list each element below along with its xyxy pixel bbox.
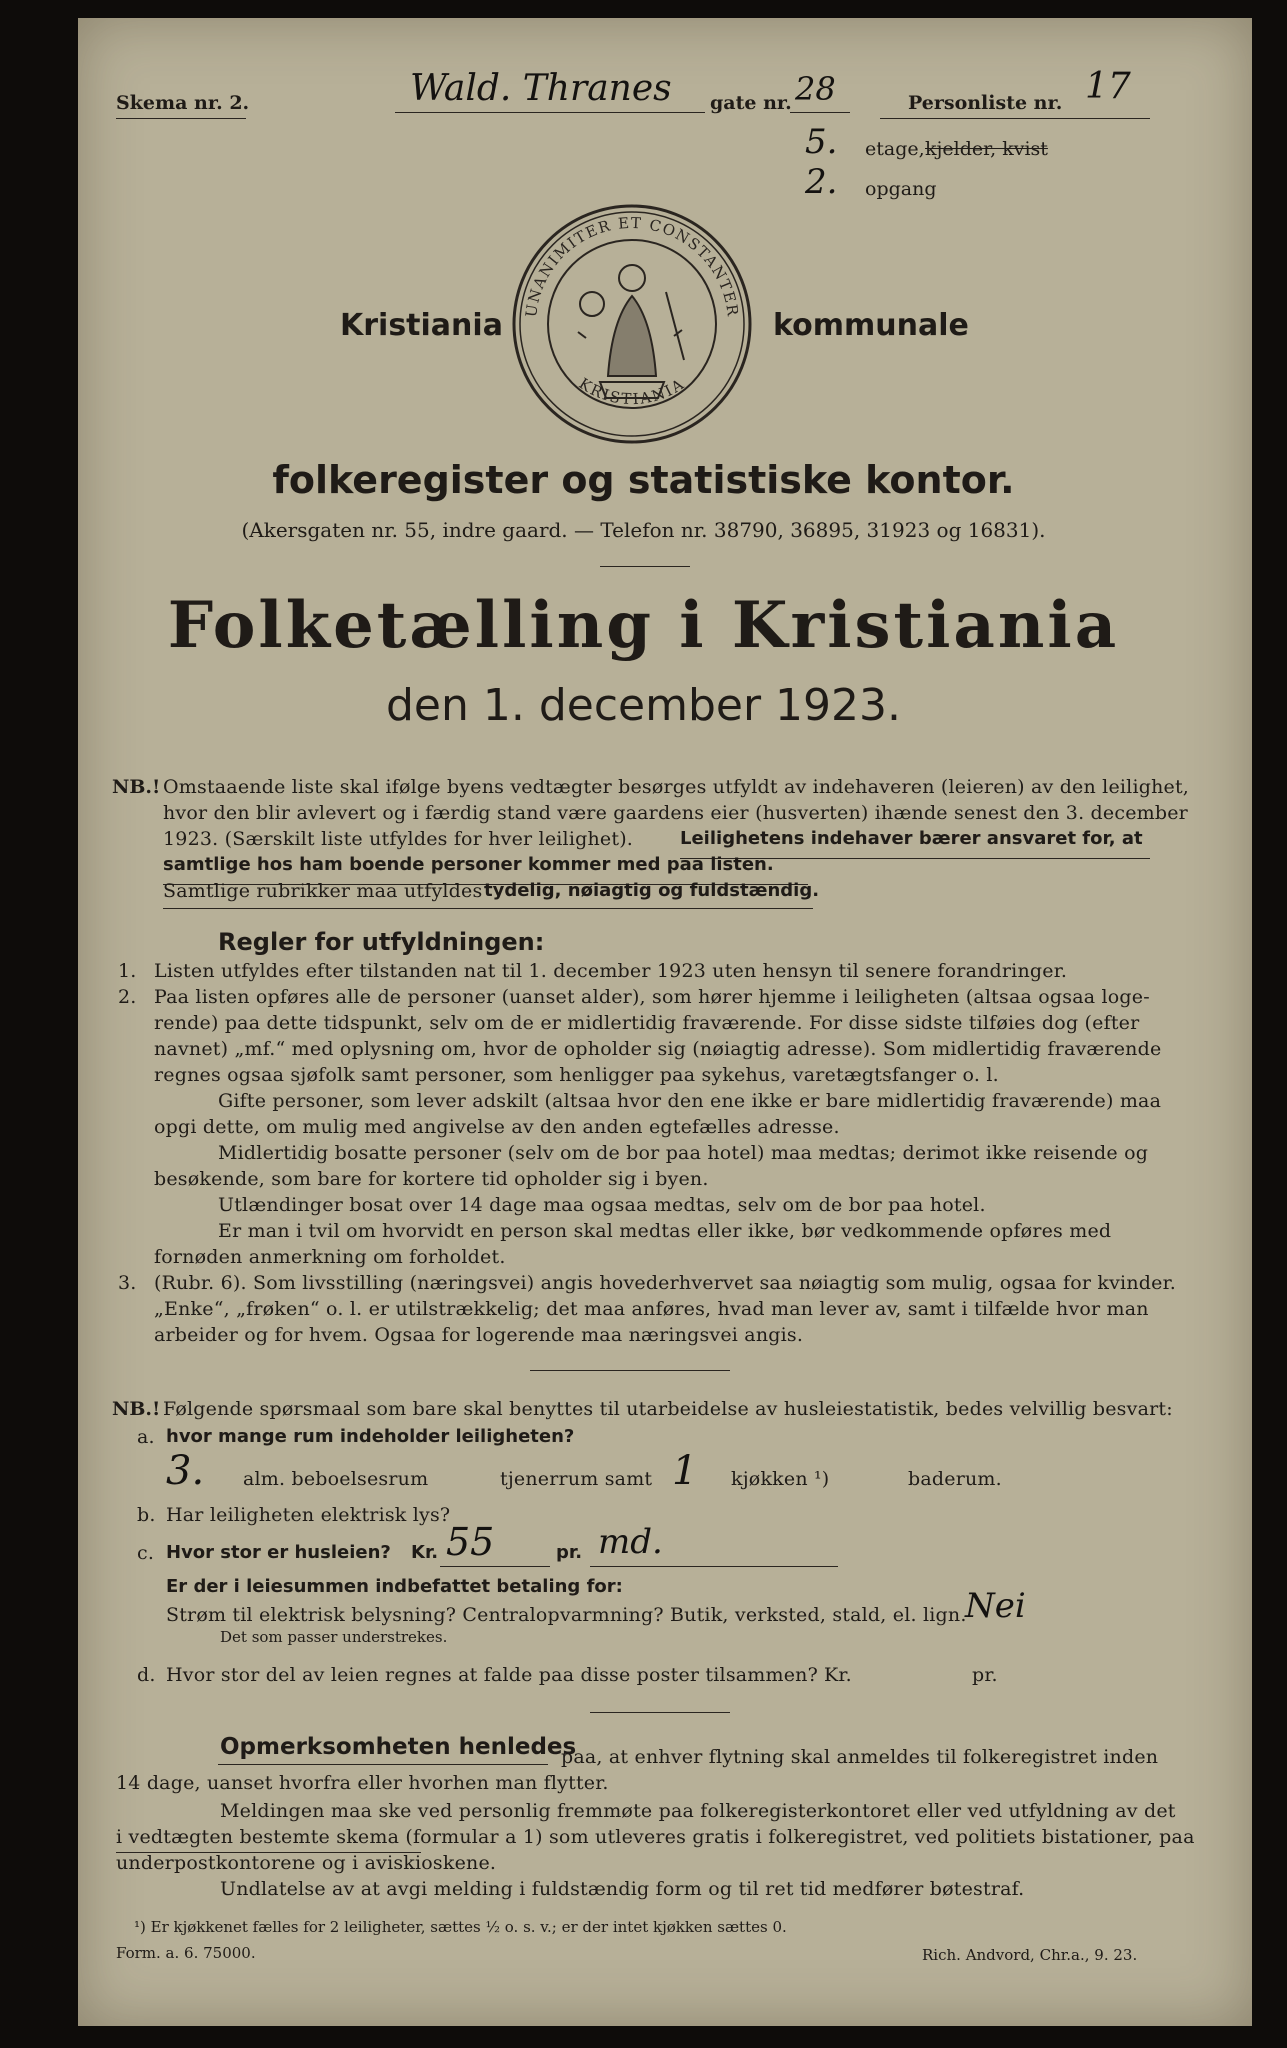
- rule-line: opgi dette, om mulig med angivelse av den anden egtefælles adresse.: [154, 1116, 840, 1138]
- etage-value: 5.: [805, 122, 838, 162]
- divider: [163, 908, 813, 909]
- nb-label: NB.!: [112, 776, 161, 798]
- nb1-line-1: Omstaaende liste skal ifølge byens vedtægter besørges utfyldt av indehaveren (leieren) av den leilighet,: [163, 776, 1190, 798]
- gate-number: 28: [795, 70, 836, 108]
- form-number: Form. a. 6. 75000.: [116, 1944, 256, 1962]
- nb1-line-2: hvor den blir avlevert og i færdig stand være gaardens eier (husverten) ihænde senest den 3. december: [163, 802, 1188, 824]
- rent-pr-label: pr.: [556, 1542, 583, 1563]
- rule-line: rende) paa dette tidspunkt, selv om de er midlertidig fraværende. For disse sidste tilføies dog (efter: [154, 1012, 1140, 1034]
- kitchen-label: kjøkken ¹): [731, 1468, 830, 1490]
- question-c-label: c.: [137, 1542, 155, 1564]
- office-address: (Akersgaten nr. 55, indre gaard. — Telefon nr. 38790, 36895, 31923 og 16831).: [241, 518, 1046, 542]
- nb2-label: NB.!: [112, 1398, 161, 1420]
- rule-number: 2.: [118, 986, 137, 1008]
- question-b-label: b.: [137, 1504, 156, 1526]
- question-b: Har leiligheten elektrisk lys?: [166, 1504, 451, 1526]
- nb1-bold-c: tydelig, nøiagtig og fuldstændig.: [484, 880, 820, 901]
- personliste-label: Personliste nr.: [908, 92, 1063, 114]
- nb2-intro: Følgende spørsmaal som bare skal benyttes til utarbeidelse av husleiestatistik, bedes velvillig besvart:: [163, 1398, 1173, 1420]
- rule-line: arbeider og for hvem. Ogsaa for logerende maa næringsvei angis.: [154, 1324, 804, 1346]
- question-a: hvor mange rum indeholder leiligheten?: [166, 1426, 575, 1447]
- opgang-label: opgang: [865, 178, 937, 200]
- rule-number: 3.: [118, 1272, 137, 1294]
- personliste-number: 17: [1085, 66, 1131, 107]
- included-answer: Nei: [965, 1586, 1026, 1626]
- rent-kr-label: Kr.: [411, 1542, 439, 1563]
- notice-line-6: Undlatelse av at avgi melding i fuldstændig form og til ret tid medfører bøtestraf.: [220, 1878, 1025, 1900]
- included-note: Det som passer understrekes.: [220, 1628, 448, 1646]
- servant-rooms-label: tjenerrum samt: [500, 1468, 653, 1490]
- rent-value: 55: [446, 1520, 495, 1564]
- divider: [600, 566, 690, 567]
- rule-line: Midlertidig bosatte personer (selv om de bor paa hotel) maa medtas; derimot ikke reisende og: [218, 1142, 1149, 1164]
- gate-underline: [790, 112, 850, 113]
- divider: [590, 1712, 730, 1713]
- share-pr-label: pr.: [972, 1664, 998, 1686]
- question-c: Hvor stor er husleien?: [166, 1542, 391, 1563]
- street-underline: [395, 112, 705, 113]
- office-right-word: kommunale: [773, 308, 969, 343]
- rule-line: Utlændinger bosat over 14 dage maa ogsaa medtas, selv om de bor paa hotel.: [218, 1194, 986, 1216]
- rule-line: Er man i tvil om hvorvidt en person skal medtas eller ikke, bør vedkommende opføres med: [218, 1220, 1112, 1242]
- kristiania-seal: [508, 200, 756, 448]
- share-kr-label: Kr.: [824, 1664, 852, 1686]
- included-options: Strøm til elektrisk belysning? Centralopvarmning? Butik, verksted, stald, el. lign.: [166, 1604, 967, 1626]
- divider: [530, 1370, 730, 1371]
- census-title: Folketælling i Kristiania: [167, 588, 1120, 663]
- census-date: den 1. december 1923.: [385, 680, 901, 731]
- footnote: ¹) Er kjøkkenet fælles for 2 leiligheter, sættes ½ o. s. v.; er der intet kjøkken sættes 0.: [134, 1918, 787, 1936]
- notice-line-3: Meldingen maa ske ved personlig fremmøte paa folkeregisterkontoret eller ved utfyldning av det: [220, 1800, 1176, 1822]
- rule-line: Listen utfyldes efter tilstanden nat til 1. december 1923 uten hensyn til senere forandringer.: [154, 960, 1068, 982]
- rooms-value: 3.: [166, 1448, 205, 1494]
- kitchen-value: 1: [672, 1448, 698, 1494]
- rent-period-underline: [590, 1566, 838, 1567]
- question-a-label: a.: [137, 1426, 155, 1448]
- opgang-value: 2.: [805, 162, 838, 202]
- rule-number: 1.: [118, 960, 137, 982]
- rule-line: besøkende, som bare for kortere tid opholder sig i byen.: [154, 1168, 709, 1190]
- seal-city: KRISTIANIA: [575, 374, 689, 409]
- schema-number: Skema nr. 2.: [116, 92, 250, 114]
- nb1-bold-b: samtlige hos ham boende personer kommer med paa listen.: [163, 854, 774, 875]
- bath-label: baderum.: [908, 1468, 1002, 1490]
- rule-line: Paa listen opføres alle de personer (uanset alder), som hører hjemme i leiligheten (altsaa ogsaa loge-: [154, 986, 1150, 1008]
- question-d-label: d.: [137, 1664, 156, 1686]
- office-name: folkeregister og statistiske kontor.: [272, 458, 1015, 502]
- divider: [116, 118, 246, 119]
- notice-line-5: underpostkontorene og i aviskioskene.: [116, 1852, 497, 1874]
- rule-line: „Enke“, „frøken“ o. l. er utilstrækkelig; det maa anføres, hvad man lever av, samt i tilfælde hvor man: [154, 1298, 1149, 1320]
- rules-heading: Regler for utfyldningen:: [218, 928, 545, 956]
- rule-line: fornøden anmerkning om forholdet.: [154, 1246, 506, 1268]
- rent-period: md.: [598, 1522, 663, 1562]
- notice-line-4: i vedtægten bestemte skema (formular a 1) som utleveres gratis i folkeregistret, ved politiets bistationer, paa: [116, 1826, 1195, 1848]
- gate-label: gate nr.: [710, 92, 792, 114]
- rent-underline: [440, 1566, 550, 1567]
- rooms-label: alm. beboelsesrum: [243, 1468, 429, 1490]
- nb1-bold-c-pre: Samtlige rubrikker maa utfyldes: [163, 880, 483, 902]
- personliste-underline: [880, 118, 1150, 119]
- rule-line: regnes ogsaa sjøfolk samt personer, som henligger paa sykehus, varetægtsfanger o. l.: [154, 1064, 999, 1086]
- street-handwritten: Wald. Thranes: [410, 68, 672, 109]
- notice-heading: Opmerksomheten henledes: [220, 1734, 577, 1760]
- etage-struck-options: kjelder, kvist: [925, 138, 1048, 160]
- rule-line: navnet) „mf.“ med oplysning om, hvor de opholder sig (nøiagtig adresse). Som midlertidig fraværende: [154, 1038, 1162, 1060]
- divider: [218, 1764, 548, 1765]
- etage-label: etage,: [865, 138, 925, 160]
- seal-motto: UNANIMITER ET CONSTANTER: [522, 213, 742, 319]
- nb1-bold-a: Leilighetens indehaver bærer ansvaret for, at: [680, 828, 1143, 849]
- rule-line: Gifte personer, som lever adskilt (altsaa hvor den ene ikke er bare midlertidig fraværende) maa: [218, 1090, 1162, 1112]
- rule-line: (Rubr. 6). Som livsstilling (næringsvei) angis hovederhvervet saa nøiagtig som mulig, ogsaa for kvinder.: [154, 1272, 1177, 1294]
- question-d: Hvor stor del av leien regnes at falde paa disse poster tilsammen?: [166, 1664, 819, 1686]
- printer-credit: Rich. Andvord, Chr.a., 9. 23.: [922, 1946, 1138, 1964]
- office-left-word: Kristiania: [340, 308, 503, 343]
- notice-line-1: paa, at enhver flytning skal anmeldes til folkeregistret inden: [561, 1746, 1159, 1768]
- nb1-line-3: 1923. (Særskilt liste utfyldes for hver leilighet).: [163, 828, 634, 850]
- notice-line-2: 14 dage, uanset hvorfra eller hvorhen man flytter.: [116, 1772, 609, 1794]
- included-heading: Er der i leiesummen indbefattet betaling for:: [166, 1576, 623, 1597]
- svg-text:KRISTIANIA: [576, 374, 689, 408]
